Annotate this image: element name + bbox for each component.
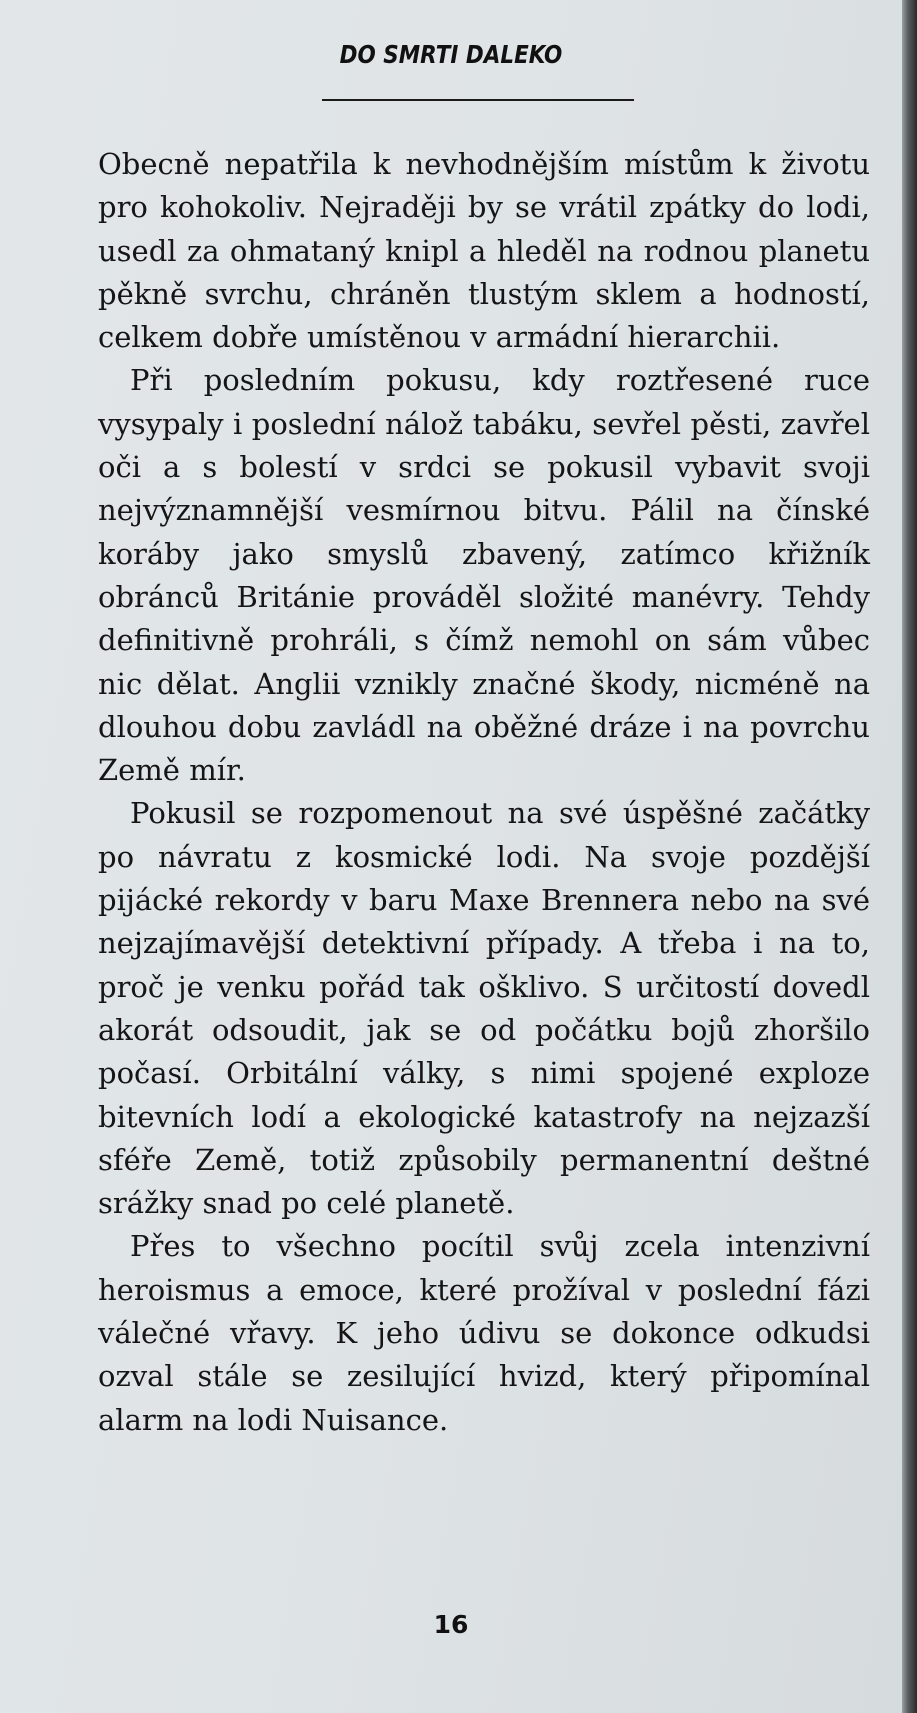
paragraph-1: Obecně nepatřila k nevhodnějším místům k životu pro kohokoliv. Nejraději by se vrátil zpátky do lodi, usedl za ohmataný knipl a hleděl na rodnou planetu pěkně svrchu, chráněn tlustým sklem a hodností, celkem dobře umístěnou v armádní hierarchii. xyxy=(98,147,870,355)
running-head: DO SMRTI DALEKO xyxy=(339,40,563,69)
page-number: 16 xyxy=(433,1610,469,1639)
header-rule xyxy=(322,99,634,101)
paragraph-3: Pokusil se rozpomenout na své úspěšné začátky po návratu z kosmické lodi. Na svoje pozdější pijácké rekordy v baru Maxe Brennera nebo na své nejzajímavější detektivní případy. A třeba i na to, proč je venku pořád tak ošklivo. S určitostí dovedl akorát odsoudit, jak se od počátku bojů zhoršilo počasí. Orbitální války, s nimi spojené exploze bitevních lodí a ekologické katastrofy na nejzazší sféře Země, totiž způsobily permanentní deštné srážky snad po celé planetě. xyxy=(98,796,870,1221)
page-edge-shadow xyxy=(902,0,917,1713)
paragraph-4: Přes to všechno pocítil svůj zcela intenzivní heroismus a emoce, které prožíval v poslední fázi válečné vřavy. K jeho údivu se dokonce odkudsi ozval stále se zesilující hvizd, který připomínal alarm na lodi Nuisance. xyxy=(98,1229,870,1437)
body-text xyxy=(98,143,870,1442)
paragraph-2: Při posledním pokusu, kdy roztřesené ruce vysypaly i poslední nálož tabáku, sevřel pěsti, zavřel oči a s bolestí v srdci se pokusil vybavit svoji nejvýznamnější vesmírnou bitvu. Pálil na čínské koráby jako smyslů zbavený, zatímco křižník obránců Británie prováděl složité manévry. Tehdy definitivně prohráli, s čímž nemohl on sám vůbec nic dělat. Anglii vznikly značné škody, nicméně na dlouhou dobu zavládl na oběžné dráze i na povrchu Země mír. xyxy=(98,363,870,788)
